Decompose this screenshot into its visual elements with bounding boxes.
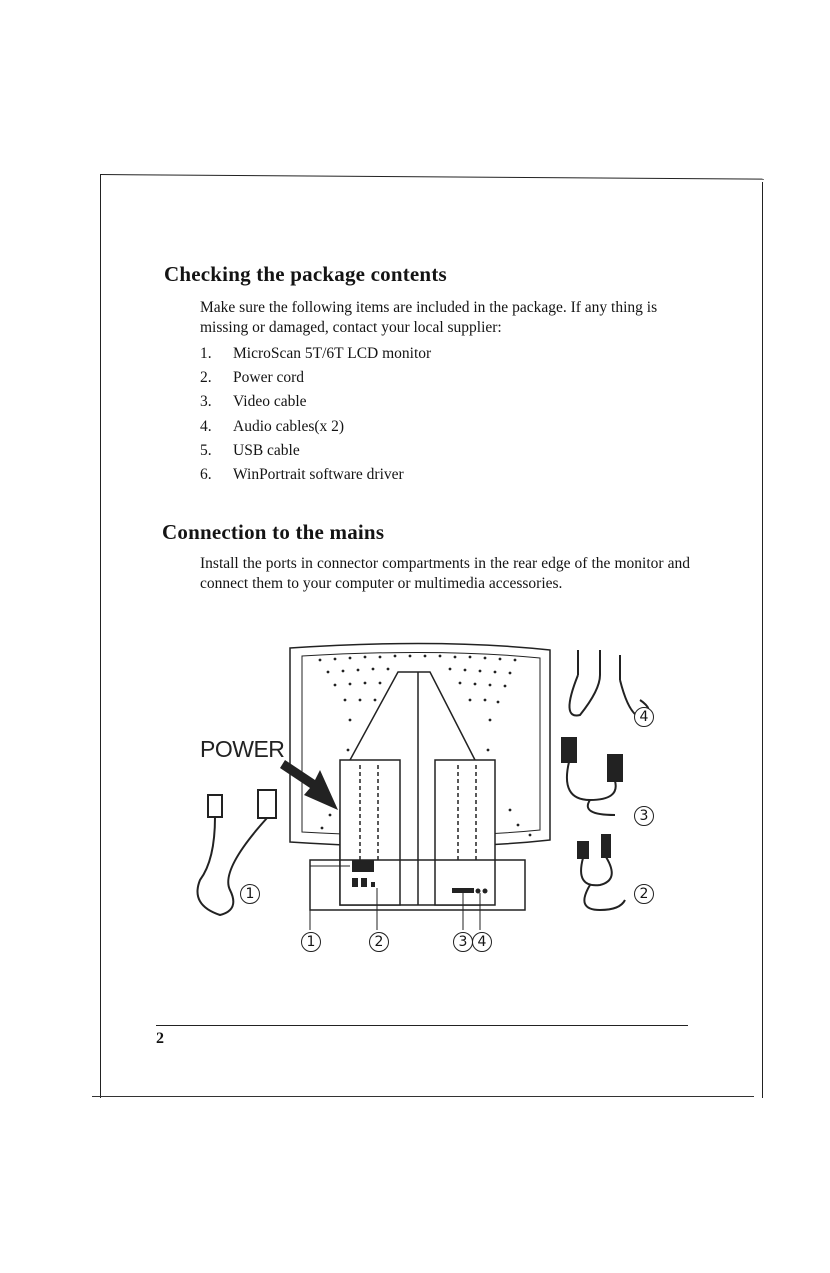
callout-usb-cable: 2	[634, 884, 654, 904]
callout-video-cable: 3	[634, 806, 654, 826]
list-item-number: 4.	[200, 417, 212, 435]
list-item	[200, 442, 431, 466]
audio-cable-icon	[569, 650, 649, 718]
package-contents-list	[200, 345, 431, 490]
page-number: 2	[156, 1030, 164, 1047]
power-arrow-icon	[280, 760, 338, 810]
package-contents-intro: Make sure the following items are included in the package. If any thing is missing or damaged, contact your local supplier:	[200, 299, 658, 336]
callout-port-2: 2	[369, 932, 389, 952]
monitor-rear-connection-diagram	[180, 630, 680, 960]
list-item-text: Video cable	[233, 393, 307, 411]
connection-intro: Install the ports in connector compartments in the rear edge of the monitor and connect them to your computer or multimedia accessories.	[200, 555, 690, 592]
callout-port-3: 3	[453, 932, 473, 952]
list-item	[200, 369, 431, 393]
monitor-back-outline	[290, 643, 550, 910]
list-item-text: MicroScan 5T/6T LCD monitor	[233, 345, 432, 362]
list-item-number: 3.	[200, 393, 212, 411]
usb-cable-icon	[578, 835, 625, 910]
page-frame-bottom	[92, 1096, 754, 1097]
list-item-number: 1.	[200, 345, 212, 362]
callout-port-1: 1	[301, 932, 321, 952]
list-item-number: 6.	[200, 465, 212, 483]
page-frame-right	[762, 182, 763, 1098]
list-item	[200, 393, 431, 417]
list-item-text: WinPortrait software driver	[233, 465, 404, 483]
list-item	[200, 418, 431, 442]
list-item-number: 5.	[200, 441, 212, 459]
power-label: POWER	[200, 736, 285, 762]
page-frame-top	[100, 174, 764, 180]
list-item-text: USB cable	[233, 441, 300, 459]
callout-power-cord: 1	[240, 884, 260, 904]
page-frame-left	[100, 174, 101, 1098]
list-item-text: Power cord	[233, 369, 305, 387]
list-item	[200, 466, 431, 490]
section-heading-package-contents: Checking the package contents	[164, 262, 447, 286]
power-cord-icon	[198, 790, 277, 915]
list-item	[200, 345, 431, 369]
list-item-number: 2.	[200, 369, 212, 387]
callout-port-4: 4	[472, 932, 492, 952]
footer-rule	[156, 1025, 688, 1026]
video-cable-icon	[562, 738, 622, 815]
list-item-text: Audio cables(x 2)	[233, 417, 345, 435]
section-heading-connection: Connection to the mains	[162, 520, 385, 544]
callout-audio-cable: 4	[634, 707, 654, 727]
